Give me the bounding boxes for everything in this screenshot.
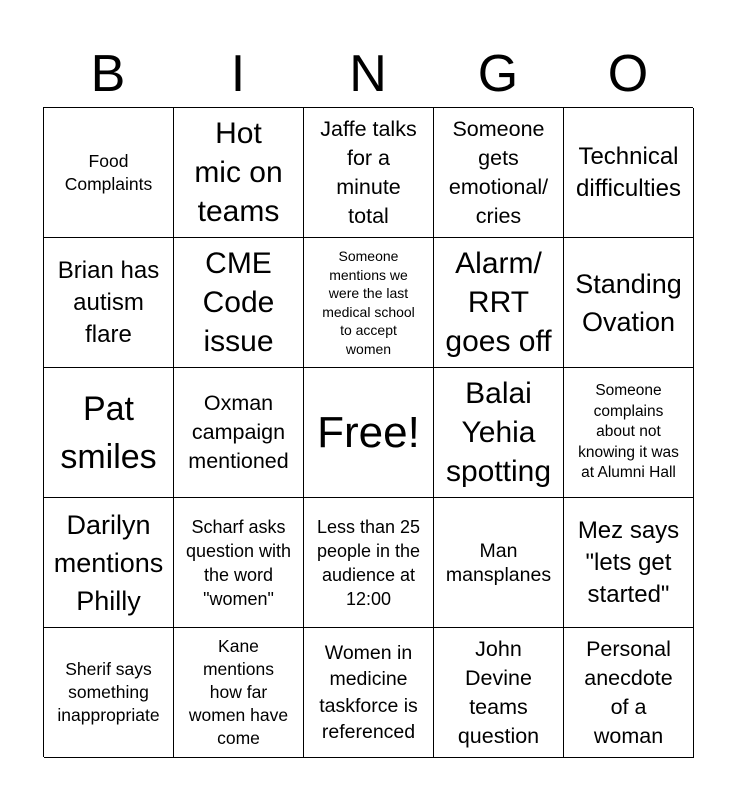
bingo-cell[interactable] [174,628,304,758]
bingo-cell[interactable] [174,368,304,498]
header-letter-b: B [90,45,126,103]
cell-text: Personal anecdote of a woman [584,636,673,748]
bingo-cell[interactable] [304,498,434,628]
cell-text: John Devine teams question [457,636,540,748]
header-letter-g: G [477,45,519,103]
cell-text: Brian has autism flare [57,256,160,348]
cell-text: Someone gets emotional/ cries [448,116,549,228]
cell-text: Less than 25 people in the audience at 12:00 [316,516,421,609]
bingo-cell[interactable] [44,108,174,238]
cell-text: Food Complaints [64,150,153,194]
cell-text: Scharf asks question with the word "women" [185,516,292,609]
bingo-cell[interactable] [434,108,564,238]
free-cell[interactable] [304,368,434,498]
cell-text: Hot mic on teams [194,117,283,228]
cell-text: Jaffe talks for a minute total [320,116,417,228]
bingo-cell[interactable] [434,238,564,368]
bingo-cell[interactable] [564,108,694,238]
cell-text: Mez says "lets get started" [577,516,680,608]
header-letter-o: O [607,45,649,103]
bingo-cell[interactable] [304,628,434,758]
bingo-board [43,107,693,757]
header-letter-i: I [230,45,246,103]
bingo-cell[interactable] [434,368,564,498]
cell-text: Standing Ovation [575,268,682,337]
bingo-cell[interactable] [44,628,174,758]
cell-text: Women in medicine taskforce is referenced [319,641,418,743]
bingo-cell[interactable] [174,238,304,368]
bingo-cell[interactable] [304,108,434,238]
cell-text: Balai Yehia spotting [445,377,552,488]
cell-text: Technical difficulties [576,142,681,202]
bingo-cell[interactable] [564,238,694,368]
header-letter-n: N [349,45,387,103]
bingo-header [43,40,693,108]
bingo-cell[interactable] [44,368,174,498]
bingo-cell[interactable] [434,498,564,628]
bingo-cell[interactable] [564,628,694,758]
cell-text: Someone mentions we were the last medical school to accept women [322,248,415,357]
bingo-cell[interactable] [44,498,174,628]
cell-text: Pat smiles [60,389,157,476]
cell-text: Someone complains about not knowing it was at Alumni Hall [578,382,679,482]
bingo-cell[interactable] [434,628,564,758]
cell-text: Kane mentions how far women have come [188,636,289,748]
free-cell-text: Free! [317,407,420,457]
cell-text: Sherif says something inappropriate [57,659,160,725]
bingo-cell[interactable] [304,238,434,368]
cell-text: CME Code issue [202,247,275,358]
bingo-cell[interactable] [174,108,304,238]
cell-text: Man mansplanes [445,539,552,586]
bingo-cell[interactable] [564,498,694,628]
cell-text: Alarm/ RRT goes off [445,247,552,358]
bingo-cell[interactable] [174,498,304,628]
cell-text: Oxman campaign mentioned [188,391,289,473]
bingo-cell[interactable] [44,238,174,368]
bingo-cell[interactable] [564,368,694,498]
cell-text: Darilyn mentions Philly [53,509,164,616]
